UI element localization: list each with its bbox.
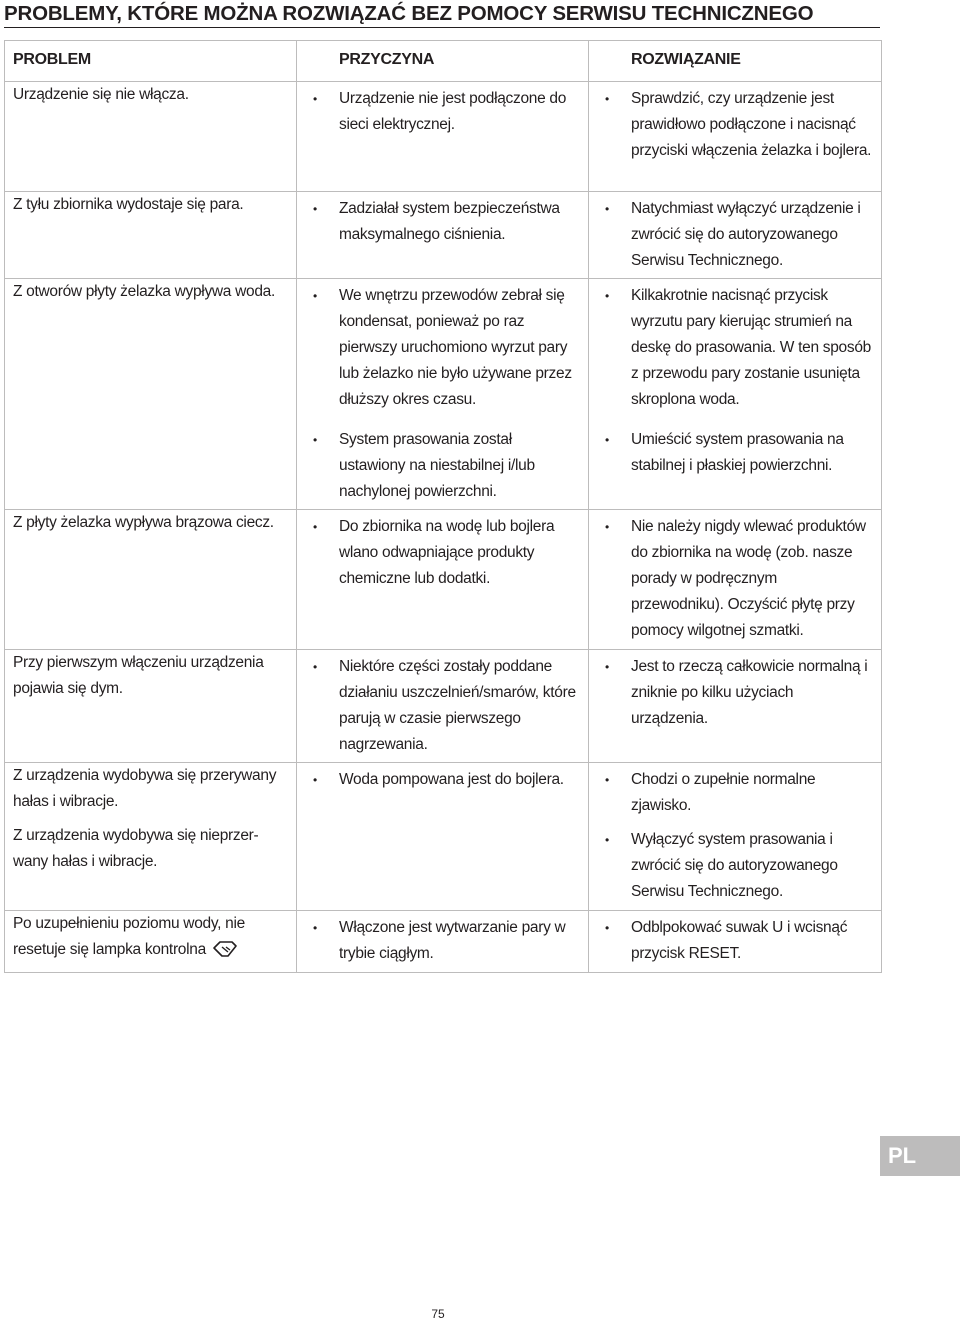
bullet-icon: • bbox=[605, 433, 609, 447]
table-row bbox=[5, 823, 882, 910]
problem-text: Po uzupełnieniu poziomu wody, nie resetuje się lampka kontrolna bbox=[13, 914, 245, 958]
bullet-icon: • bbox=[313, 433, 317, 447]
solution-cell bbox=[589, 279, 882, 510]
solution-cell bbox=[589, 650, 882, 763]
solution-text: Natychmiast wyłączyć urządzenie i zwrócić się do autoryzowanego Serwisu Technicznego. bbox=[631, 200, 861, 269]
problem-cell bbox=[5, 279, 297, 510]
bullet-icon: • bbox=[313, 920, 317, 935]
problem-cell bbox=[5, 823, 297, 910]
problem-text: Przy pierwszym włączeniu urządzenia pojawia się dym. bbox=[13, 654, 264, 697]
problem-text: Z urządzenia wydobywa się przerywany hałas i wibracje. bbox=[13, 767, 277, 810]
problem-text: Z tyłu zbiornika wydostaje się para. bbox=[13, 196, 244, 213]
solution-cell bbox=[589, 823, 882, 910]
cause-text: Niektóre części zostały poddane działaniu uszczelnień/smarów, które parują w czasie pierwszego nagrzewania. bbox=[339, 658, 576, 753]
cause-cell bbox=[297, 650, 589, 763]
page-title: PROBLEMY, KTÓRE MOŻNA ROZWIĄZAĆ BEZ POMOCY SERWISU TECHNICZNEGO bbox=[4, 2, 880, 28]
solution-text: Sprawdzić, czy urządzenie jest prawidłowo podłączone i nacisnąć przyciski włączenia żelazka i bojlera. bbox=[631, 90, 872, 159]
cause-text: Woda pompowana jest do bojlera. bbox=[339, 771, 564, 788]
table-row bbox=[5, 192, 882, 279]
cause-cell bbox=[297, 279, 589, 510]
problem-text: Z otworów płyty żelazka wypływa woda. bbox=[13, 283, 275, 300]
bullet-icon: • bbox=[313, 289, 317, 303]
table-row bbox=[5, 82, 882, 192]
table-header-row bbox=[5, 41, 882, 82]
page-number: 75 bbox=[431, 1307, 445, 1321]
solution-cell bbox=[589, 910, 882, 972]
bullet-icon: • bbox=[605, 660, 609, 674]
solution-text: Chodzi o zupełnie normalne zjawisko. bbox=[631, 771, 816, 814]
solution-cell bbox=[589, 510, 882, 650]
problem-cell bbox=[5, 763, 297, 824]
problem-cell bbox=[5, 650, 297, 763]
header-problem: PROBLEM bbox=[5, 41, 297, 82]
problem-cell bbox=[5, 510, 297, 650]
problem-cell bbox=[5, 82, 297, 192]
problem-text: Z płyty żelazka wypływa brązowa ciecz. bbox=[13, 514, 274, 531]
solution-cell bbox=[589, 763, 882, 824]
cause-cell bbox=[297, 763, 589, 824]
bullet-icon: • bbox=[605, 833, 609, 847]
cause-text: Do zbiornika na wodę lub bojlera wlano odwapniające produkty chemiczne lub dodatki. bbox=[339, 518, 555, 587]
bullet-icon: • bbox=[605, 773, 609, 787]
bullet-icon: • bbox=[605, 202, 609, 216]
cause-text: Zadziałał system bezpieczeństwa maksymalnego ciśnienia. bbox=[339, 200, 560, 243]
problem-text: Z urządzenia wydobywa się nieprzer-wany hałas i wibracje. bbox=[13, 827, 259, 870]
bullet-icon: • bbox=[313, 773, 317, 787]
water-refill-indicator-icon bbox=[210, 939, 238, 959]
troubleshooting-table bbox=[4, 40, 882, 973]
solution-text: Nie należy nigdy wlewać produktów do zbiornika na wodę (zob. nasze porady w podręcznym przewodniku). Oczyścić płytę przy pomocy wilgotnej szmatki. bbox=[631, 518, 866, 639]
table-row bbox=[5, 650, 882, 763]
bullet-icon: • bbox=[313, 660, 317, 674]
solution-cell bbox=[589, 192, 882, 279]
cause-cell bbox=[297, 823, 589, 910]
cause-text: We wnętrzu przewodów zebrał się kondensat, ponieważ po raz pierwszy uruchomiono wyrzut pary lub żelazko nie było używane przez dłuższy okres czasu. bbox=[339, 287, 572, 408]
cause-cell bbox=[297, 510, 589, 650]
language-tab: PL bbox=[880, 1136, 960, 1176]
cause-cell bbox=[297, 910, 589, 972]
problem-text: Urządzenie się nie włącza. bbox=[13, 86, 189, 103]
solution-text: Kilkakrotnie nacisnąć przycisk wyrzutu pary kierując strumień na deskę do prasowania. W ten sposób z przewodu pary zostanie usunięta skroplona woda. bbox=[631, 287, 871, 408]
bullet-icon: • bbox=[313, 92, 317, 106]
table-row bbox=[5, 763, 882, 824]
header-solution: ROZWIĄZANIE bbox=[589, 41, 882, 82]
cause-text: Włączone jest wytwarzanie pary w trybie ciągłym. bbox=[339, 918, 566, 962]
bullet-icon: • bbox=[605, 920, 609, 935]
table-row bbox=[5, 279, 882, 510]
solution-text-2: Umieścić system prasowania na stabilnej i płaskiej powierzchni. bbox=[631, 431, 844, 474]
bullet-icon: • bbox=[313, 202, 317, 216]
table-row bbox=[5, 510, 882, 650]
solution-text: Jest to rzeczą całkowicie normalną i zniknie po kilku użyciach urządzenia. bbox=[631, 658, 868, 727]
bullet-icon: • bbox=[605, 92, 609, 106]
table-row bbox=[5, 910, 882, 972]
solution-cell bbox=[589, 82, 882, 192]
header-cause: PRZYCZYNA bbox=[297, 41, 589, 82]
cause-text: Urządzenie nie jest podłączone do sieci elektrycznej. bbox=[339, 90, 567, 133]
bullet-icon: • bbox=[313, 520, 317, 534]
problem-cell bbox=[5, 192, 297, 279]
solution-text: Wyłączyć system prasowania i zwrócić się do autoryzowanego Serwisu Technicznego. bbox=[631, 831, 838, 900]
problem-cell bbox=[5, 910, 297, 972]
cause-text-2: System prasowania został ustawiony na niestabilnej i/lub nachylonej powierzchni. bbox=[339, 431, 535, 500]
cause-cell bbox=[297, 192, 589, 279]
bullet-icon: • bbox=[605, 520, 609, 534]
bullet-icon: • bbox=[605, 289, 609, 303]
cause-cell bbox=[297, 82, 589, 192]
solution-text: Odblpokować suwak U i wcisnąć przycisk RESET. bbox=[631, 918, 848, 962]
